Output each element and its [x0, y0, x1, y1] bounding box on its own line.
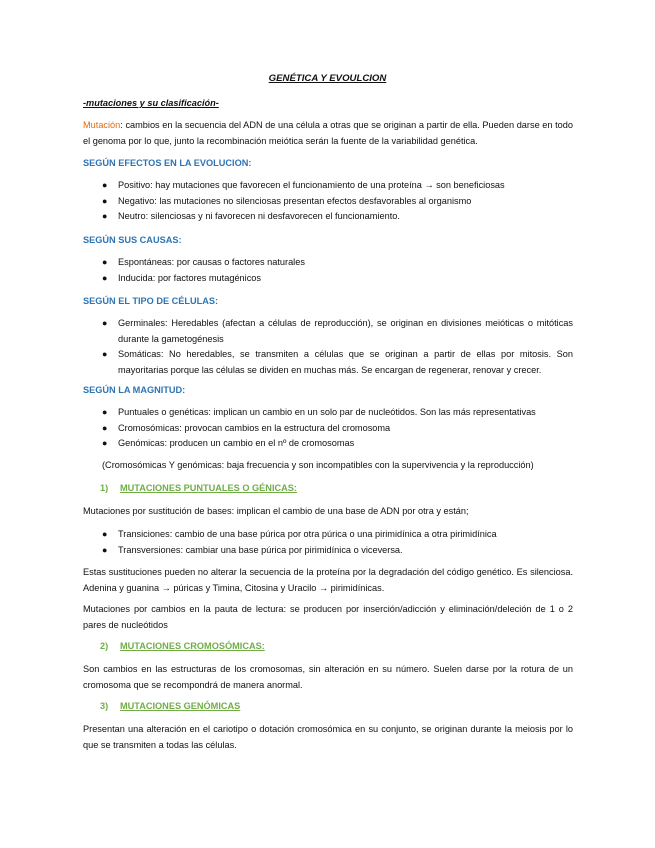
- bullet-icon: ●: [102, 349, 108, 359]
- heading-cromosomicas: [100, 641, 265, 651]
- list-celulas: [0, 316, 655, 378]
- intro-term: Mutación: [83, 120, 121, 130]
- bullet-icon: ●: [102, 422, 108, 433]
- bullet-icon: ●: [102, 195, 108, 206]
- bullet-icon: ●: [102, 438, 108, 448]
- list-item: ● Neutro: silenciosas y ni favorecen ni desfavorecen el funcionamiento.: [0, 209, 573, 225]
- bullet-icon: ●: [102, 529, 108, 539]
- list-item: ● Genómicas: producen un cambio en el nº de cromosomas: [0, 436, 573, 452]
- heading-causas: SEGÚN SUS CAUSAS:: [83, 235, 182, 245]
- bullet-icon: ●: [102, 407, 108, 417]
- list-magnitud: [0, 405, 655, 452]
- puntuales-paragraph-1: Estas sustituciones pueden no alterar la secuencia de la proteína por la degradación del código genético. Es silenciosa. Adenina y guanina → púricas y Timina, Citosina y Uracilo → pirimidínicas.: [83, 567, 573, 593]
- bullet-icon: ●: [102, 180, 108, 190]
- heading-number: 2): [100, 641, 109, 651]
- list-item: ● Germinales: Heredables (afectan a células de reproducción), se originan en divisiones meióticas o mitóticas durante la gametogénesis: [102, 318, 573, 344]
- heading-genomicas: [100, 701, 240, 711]
- list-item: ● Transversiones: cambiar una base púrica por pirimidínica o viceversa.: [0, 543, 573, 559]
- heading-label: MUTACIONES CROMOSÓMICAS:: [120, 641, 265, 651]
- list-item: ● Espontáneas: por causas o factores naturales: [0, 255, 573, 271]
- genomicas-paragraph: Presentan una alteración en el cariotipo o dotación cromosómica en su conjunto, se originan durante la meiosis por lo que se transmiten a todas las células.: [83, 724, 573, 750]
- heading-label: MUTACIONES PUNTUALES O GÉNICAS:: [120, 483, 297, 493]
- list-sustitucion: [0, 527, 655, 558]
- heading-number: 3): [100, 701, 109, 711]
- heading-magnitud: SEGÚN LA MAGNITUD:: [83, 385, 186, 395]
- list-item: ● Transiciones: cambio de una base púrica por otra púrica o una pirimidínica a otra pirimidínica: [0, 527, 573, 543]
- bullet-icon: ●: [102, 272, 108, 283]
- sustitucion-paragraph: Mutaciones por sustitución de bases: implican el cambio de una base de ADN por otra y están;: [83, 506, 469, 516]
- puntuales-paragraph-2: Mutaciones por cambios en la pauta de lectura: se producen por inserción/adicción y eliminación/deleción de 1 o 2 pares de nucleótidos: [83, 604, 573, 630]
- heading-efectos: SEGÚN EFECTOS EN LA EVOLUCION:: [83, 158, 252, 168]
- bullet-icon: ●: [102, 257, 108, 267]
- document-title: GENÉTICA Y EVOULCION: [268, 73, 387, 84]
- list-causas: [0, 255, 655, 286]
- cromosomicas-paragraph: Son cambios en las estructuras de los cromosomas, sin alteración en su número. Suelen darse por la rotura de un cromosoma que se recompondrá de manera anormal.: [83, 664, 573, 690]
- heading-puntuales: [100, 483, 297, 493]
- intro-paragraph: [83, 118, 573, 149]
- list-item: ● Somáticas: No heredables, se transmiten a células que se originan a partir de ellas por mitosis. Son mayoritarias porque las células se dividen en muchas más. Se encargan de regenerar, renovar y crecer.: [102, 349, 573, 375]
- list-efectos: [0, 178, 655, 225]
- heading-label: MUTACIONES GENÓMICAS: [120, 701, 241, 711]
- list-item: ● Inducida: por factores mutagénicos: [0, 271, 573, 287]
- heading-celulas: SEGÚN EL TIPO DE CÉLULAS:: [83, 296, 219, 306]
- bullet-icon: ●: [102, 544, 108, 555]
- subtitle: -mutaciones y su clasificación-: [83, 98, 219, 108]
- heading-number: 1): [100, 483, 109, 493]
- list-item: ● Cromosómicas: provocan cambios en la estructura del cromosoma: [0, 421, 573, 437]
- list-item: ● Positivo: hay mutaciones que favorecen el funcionamiento de una proteína → son beneficiosas: [0, 178, 573, 194]
- bullet-icon: ●: [102, 211, 108, 221]
- list-item: ● Negativo: las mutaciones no silenciosas presentan efectos desfavorables al organismo: [0, 194, 573, 210]
- bullet-icon: ●: [102, 318, 108, 328]
- magnitud-note: (Cromosómicas Y genómicas: baja frecuencia y son incompatibles con la supervivencia y la reproducción): [102, 460, 534, 470]
- list-item: ● Puntuales o genéticas: implican un cambio en un solo par de nucleótidos. Son las más representativas: [0, 405, 573, 421]
- intro-text: : cambios en la secuencia del ADN de una célula a otras que se originan a partir de ella. Pueden darse en todo el genoma por lo que, junto la recombinación meiótica serán la fuente de la variabilidad genética.: [83, 120, 573, 146]
